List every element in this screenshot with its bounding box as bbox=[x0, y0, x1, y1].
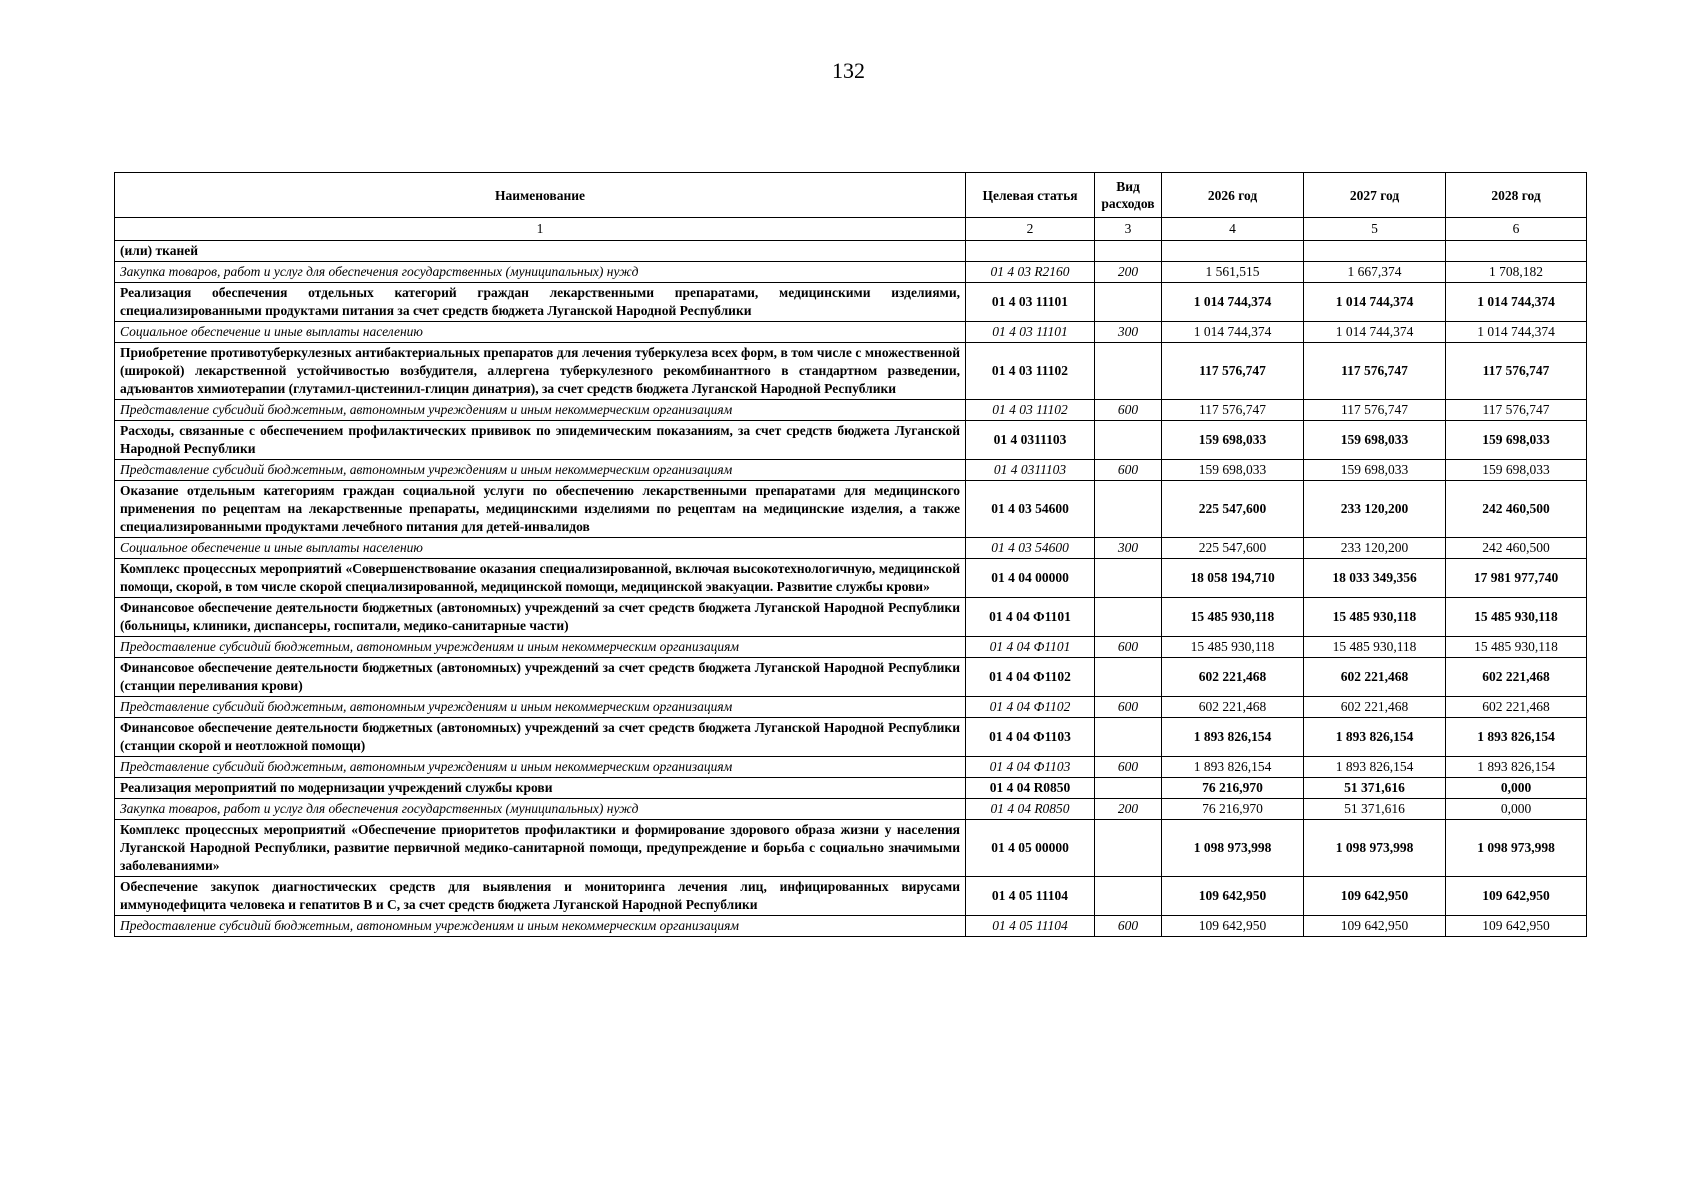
row-amount-2027-cell: 159 698,033 bbox=[1304, 421, 1446, 460]
row-name-cell: Закупка товаров, работ и услуг для обеспечения государственных (муниципальных) нужд bbox=[115, 262, 966, 283]
row-name-cell: Реализация мероприятий по модернизации учреждений службы крови bbox=[115, 778, 966, 799]
table-row bbox=[115, 658, 1587, 697]
row-amount-2027-cell: 117 576,747 bbox=[1304, 400, 1446, 421]
row-amount-2028-cell: 17 981 977,740 bbox=[1446, 559, 1587, 598]
row-amount-2028-cell: 602 221,468 bbox=[1446, 697, 1587, 718]
row-amount-2026-cell: 117 576,747 bbox=[1162, 400, 1304, 421]
row-target-article-cell: 01 4 05 11104 bbox=[966, 877, 1095, 916]
row-amount-2026-cell: 15 485 930,118 bbox=[1162, 598, 1304, 637]
table-row bbox=[115, 877, 1587, 916]
row-amount-2028-cell: 1 014 744,374 bbox=[1446, 283, 1587, 322]
row-amount-2027-cell: 1 667,374 bbox=[1304, 262, 1446, 283]
row-target-article-cell: 01 4 04 Ф1101 bbox=[966, 598, 1095, 637]
row-amount-2027-cell: 117 576,747 bbox=[1304, 343, 1446, 400]
row-amount-2028-cell: 1 893 826,154 bbox=[1446, 718, 1587, 757]
row-amount-2027-cell: 15 485 930,118 bbox=[1304, 598, 1446, 637]
table-row bbox=[115, 421, 1587, 460]
page-number: 132 bbox=[832, 58, 865, 83]
row-target-article-cell: 01 4 0311103 bbox=[966, 460, 1095, 481]
row-amount-2026-cell: 18 058 194,710 bbox=[1162, 559, 1304, 598]
row-name-cell: Комплекс процессных мероприятий «Совершенствование оказания специализированной, включая высокотехнологичную, медицинской помощи, скорой, в том числе скорой специализированной, медицинской помощи, медицинской эвакуации. Развитие службы крови» bbox=[115, 559, 966, 598]
row-amount-2026-cell: 117 576,747 bbox=[1162, 343, 1304, 400]
row-amount-2028-cell: 0,000 bbox=[1446, 778, 1587, 799]
table-row bbox=[115, 718, 1587, 757]
row-target-article-cell: 01 4 04 Ф1101 bbox=[966, 637, 1095, 658]
row-expense-type-cell: 600 bbox=[1095, 697, 1162, 718]
row-name-cell: Оказание отдельным категориям граждан социальной услуги по обеспечению лекарственными препаратами для медицинского применения по рецептам на лекарственные препараты, медицинскими изделиями по рецептам на медицинские изделия, а также специализированными продуктами лечебного питания для детей-инвалидов bbox=[115, 481, 966, 538]
row-expense-type-cell bbox=[1095, 598, 1162, 637]
row-amount-2027-cell: 18 033 349,356 bbox=[1304, 559, 1446, 598]
row-expense-type-cell: 300 bbox=[1095, 538, 1162, 559]
row-amount-2026-cell: 1 893 826,154 bbox=[1162, 757, 1304, 778]
table-row bbox=[115, 538, 1587, 559]
row-expense-type-cell bbox=[1095, 877, 1162, 916]
row-amount-2026-cell: 225 547,600 bbox=[1162, 538, 1304, 559]
row-amount-2026-cell: 1 561,515 bbox=[1162, 262, 1304, 283]
row-name-cell: Финансовое обеспечение деятельности бюджетных (автономных) учреждений за счет средств бюджета Луганской Народной Республики (станции переливания крови) bbox=[115, 658, 966, 697]
row-name-cell: Закупка товаров, работ и услуг для обеспечения государственных (муниципальных) нужд bbox=[115, 799, 966, 820]
row-target-article-cell: 01 4 04 Ф1102 bbox=[966, 658, 1095, 697]
column-number: 4 bbox=[1162, 218, 1304, 241]
row-amount-2028-cell: 1 708,182 bbox=[1446, 262, 1587, 283]
row-amount-2026-cell: 602 221,468 bbox=[1162, 658, 1304, 697]
row-name-cell: Обеспечение закупок диагностических средств для выявления и мониторинга лечения лиц, инфицированных вирусами иммунодефицита человека и гепатитов B и C, за счет средств бюджета Луганской Народной Республики bbox=[115, 877, 966, 916]
row-amount-2028-cell: 242 460,500 bbox=[1446, 481, 1587, 538]
table-row bbox=[115, 343, 1587, 400]
row-amount-2028-cell: 242 460,500 bbox=[1446, 538, 1587, 559]
row-amount-2026-cell: 15 485 930,118 bbox=[1162, 637, 1304, 658]
row-target-article-cell: 01 4 03 54600 bbox=[966, 538, 1095, 559]
row-expense-type-cell: 300 bbox=[1095, 322, 1162, 343]
row-amount-2026-cell: 109 642,950 bbox=[1162, 877, 1304, 916]
row-target-article-cell: 01 4 05 00000 bbox=[966, 820, 1095, 877]
row-amount-2028-cell: 1 014 744,374 bbox=[1446, 322, 1587, 343]
row-amount-2026-cell: 225 547,600 bbox=[1162, 481, 1304, 538]
row-amount-2026-cell bbox=[1162, 241, 1304, 262]
row-expense-type-cell: 200 bbox=[1095, 262, 1162, 283]
row-target-article-cell: 01 4 0311103 bbox=[966, 421, 1095, 460]
row-amount-2026-cell: 76 216,970 bbox=[1162, 778, 1304, 799]
row-name-cell: Приобретение противотуберкулезных антибактериальных препаратов для лечения туберкулеза всех форм, в том числе с множественной (широкой) лекарственной устойчивостью возбудителя, аллергена туберкулезного рекомбинантного в стандартном разведении, адъювантов химиотерапии (глутамил-цистеинил-глицин динатрия), за счет средств бюджета Луганской Народной Республики bbox=[115, 343, 966, 400]
table-row bbox=[115, 322, 1587, 343]
row-expense-type-cell bbox=[1095, 778, 1162, 799]
row-amount-2027-cell: 51 371,616 bbox=[1304, 799, 1446, 820]
row-amount-2028-cell: 117 576,747 bbox=[1446, 343, 1587, 400]
row-name-cell: Представление субсидий бюджетным, автономным учреждениям и иным некоммерческим организациям bbox=[115, 460, 966, 481]
row-target-article-cell: 01 4 04 00000 bbox=[966, 559, 1095, 598]
row-expense-type-cell bbox=[1095, 283, 1162, 322]
column-number: 2 bbox=[966, 218, 1095, 241]
table-row bbox=[115, 283, 1587, 322]
row-amount-2028-cell: 15 485 930,118 bbox=[1446, 637, 1587, 658]
row-amount-2027-cell: 109 642,950 bbox=[1304, 877, 1446, 916]
header-year-2026: 2026 год bbox=[1162, 173, 1304, 218]
row-expense-type-cell bbox=[1095, 481, 1162, 538]
table-row bbox=[115, 637, 1587, 658]
row-amount-2026-cell: 159 698,033 bbox=[1162, 460, 1304, 481]
header-expense-type: Вид расходов bbox=[1095, 173, 1162, 218]
row-target-article-cell: 01 4 04 R0850 bbox=[966, 799, 1095, 820]
row-amount-2026-cell: 602 221,468 bbox=[1162, 697, 1304, 718]
row-amount-2028-cell: 15 485 930,118 bbox=[1446, 598, 1587, 637]
row-amount-2027-cell: 602 221,468 bbox=[1304, 658, 1446, 697]
row-name-cell: Финансовое обеспечение деятельности бюджетных (автономных) учреждений за счет средств бюджета Луганской Народной Республики (станции скорой и неотложной помощи) bbox=[115, 718, 966, 757]
row-target-article-cell: 01 4 04 R0850 bbox=[966, 778, 1095, 799]
row-amount-2026-cell: 1 098 973,998 bbox=[1162, 820, 1304, 877]
column-number-row bbox=[115, 218, 1587, 241]
table-row bbox=[115, 916, 1587, 937]
row-target-article-cell: 01 4 03 11102 bbox=[966, 400, 1095, 421]
table-row bbox=[115, 400, 1587, 421]
row-target-article-cell: 01 4 04 Ф1102 bbox=[966, 697, 1095, 718]
row-amount-2028-cell: 1 098 973,998 bbox=[1446, 820, 1587, 877]
table-row bbox=[115, 778, 1587, 799]
row-amount-2028-cell bbox=[1446, 241, 1587, 262]
row-amount-2026-cell: 1 014 744,374 bbox=[1162, 283, 1304, 322]
table-row bbox=[115, 799, 1587, 820]
table-row bbox=[115, 697, 1587, 718]
row-target-article-cell: 01 4 03 11101 bbox=[966, 322, 1095, 343]
row-amount-2027-cell: 51 371,616 bbox=[1304, 778, 1446, 799]
row-expense-type-cell bbox=[1095, 343, 1162, 400]
row-target-article-cell: 01 4 04 Ф1103 bbox=[966, 718, 1095, 757]
row-name-cell: Финансовое обеспечение деятельности бюджетных (автономных) учреждений за счет средств бюджета Луганской Народной Республики (больницы, клиники, диспансеры, госпитали, медико-санитарные части) bbox=[115, 598, 966, 637]
row-expense-type-cell bbox=[1095, 658, 1162, 697]
row-amount-2028-cell: 117 576,747 bbox=[1446, 400, 1587, 421]
row-amount-2027-cell: 233 120,200 bbox=[1304, 538, 1446, 559]
row-name-cell: Социальное обеспечение и иные выплаты населению bbox=[115, 538, 966, 559]
row-expense-type-cell: 600 bbox=[1095, 757, 1162, 778]
row-amount-2027-cell: 1 893 826,154 bbox=[1304, 757, 1446, 778]
row-expense-type-cell: 600 bbox=[1095, 637, 1162, 658]
row-expense-type-cell bbox=[1095, 820, 1162, 877]
header-year-2028: 2028 год bbox=[1446, 173, 1587, 218]
row-target-article-cell: 01 4 05 11104 bbox=[966, 916, 1095, 937]
column-number: 3 bbox=[1095, 218, 1162, 241]
row-name-cell: Предоставление субсидий бюджетным, автономным учреждениям и иным некоммерческим организациям bbox=[115, 916, 966, 937]
table-body bbox=[115, 241, 1587, 937]
row-expense-type-cell: 200 bbox=[1095, 799, 1162, 820]
row-amount-2027-cell: 1 014 744,374 bbox=[1304, 322, 1446, 343]
row-name-cell: Расходы, связанные с обеспечением профилактических прививок по эпидемическим показаниям, за счет средств бюджета Луганской Народной Республики bbox=[115, 421, 966, 460]
row-amount-2028-cell: 159 698,033 bbox=[1446, 421, 1587, 460]
row-amount-2027-cell bbox=[1304, 241, 1446, 262]
row-amount-2027-cell: 1 014 744,374 bbox=[1304, 283, 1446, 322]
row-target-article-cell: 01 4 03 54600 bbox=[966, 481, 1095, 538]
header-name: Наименование bbox=[115, 173, 966, 218]
table-row bbox=[115, 820, 1587, 877]
row-amount-2028-cell: 0,000 bbox=[1446, 799, 1587, 820]
header-year-2027: 2027 год bbox=[1304, 173, 1446, 218]
row-amount-2028-cell: 109 642,950 bbox=[1446, 916, 1587, 937]
row-amount-2027-cell: 159 698,033 bbox=[1304, 460, 1446, 481]
table-row bbox=[115, 559, 1587, 598]
row-target-article-cell: 01 4 03 11101 bbox=[966, 283, 1095, 322]
table-row bbox=[115, 481, 1587, 538]
row-amount-2027-cell: 1 893 826,154 bbox=[1304, 718, 1446, 757]
row-amount-2027-cell: 15 485 930,118 bbox=[1304, 637, 1446, 658]
row-amount-2026-cell: 1 893 826,154 bbox=[1162, 718, 1304, 757]
row-amount-2027-cell: 109 642,950 bbox=[1304, 916, 1446, 937]
table-row bbox=[115, 241, 1587, 262]
row-target-article-cell bbox=[966, 241, 1095, 262]
row-amount-2028-cell: 159 698,033 bbox=[1446, 460, 1587, 481]
row-amount-2026-cell: 159 698,033 bbox=[1162, 421, 1304, 460]
row-name-cell: Комплекс процессных мероприятий «Обеспечение приоритетов профилактики и формирование здорового образа жизни у населения Луганской Народной Республики, развитие первичной медико-санитарной помощи, предупреждение и борьба с социально значимыми заболеваниями» bbox=[115, 820, 966, 877]
row-amount-2026-cell: 76 216,970 bbox=[1162, 799, 1304, 820]
row-name-cell: Представление субсидий бюджетным, автономным учреждениям и иным некоммерческим организациям bbox=[115, 400, 966, 421]
header-target-article: Целевая статья bbox=[966, 173, 1095, 218]
table-row bbox=[115, 460, 1587, 481]
row-amount-2027-cell: 233 120,200 bbox=[1304, 481, 1446, 538]
table-row bbox=[115, 598, 1587, 637]
table-row bbox=[115, 262, 1587, 283]
row-name-cell: Социальное обеспечение и иные выплаты населению bbox=[115, 322, 966, 343]
row-target-article-cell: 01 4 04 Ф1103 bbox=[966, 757, 1095, 778]
row-amount-2028-cell: 109 642,950 bbox=[1446, 877, 1587, 916]
row-name-cell: Предоставление субсидий бюджетным, автономным учреждениям и иным некоммерческим организациям bbox=[115, 637, 966, 658]
row-amount-2028-cell: 1 893 826,154 bbox=[1446, 757, 1587, 778]
column-number: 5 bbox=[1304, 218, 1446, 241]
column-number: 6 bbox=[1446, 218, 1587, 241]
row-amount-2028-cell: 602 221,468 bbox=[1446, 658, 1587, 697]
row-expense-type-cell bbox=[1095, 718, 1162, 757]
column-number: 1 bbox=[115, 218, 966, 241]
row-amount-2027-cell: 602 221,468 bbox=[1304, 697, 1446, 718]
row-expense-type-cell: 600 bbox=[1095, 400, 1162, 421]
row-expense-type-cell bbox=[1095, 241, 1162, 262]
table-row bbox=[115, 757, 1587, 778]
row-target-article-cell: 01 4 03 R2160 bbox=[966, 262, 1095, 283]
budget-table bbox=[114, 172, 1587, 937]
row-amount-2026-cell: 1 014 744,374 bbox=[1162, 322, 1304, 343]
row-expense-type-cell: 600 bbox=[1095, 916, 1162, 937]
row-name-cell: (или) тканей bbox=[115, 241, 966, 262]
row-target-article-cell: 01 4 03 11102 bbox=[966, 343, 1095, 400]
row-expense-type-cell bbox=[1095, 559, 1162, 598]
row-amount-2026-cell: 109 642,950 bbox=[1162, 916, 1304, 937]
row-name-cell: Представление субсидий бюджетным, автономным учреждениям и иным некоммерческим организациям bbox=[115, 757, 966, 778]
row-amount-2027-cell: 1 098 973,998 bbox=[1304, 820, 1446, 877]
row-name-cell: Реализация обеспечения отдельных категорий граждан лекарственными препаратами, медицинскими изделиями, специализированными продуктами питания за счет средств бюджета Луганской Народной Республики bbox=[115, 283, 966, 322]
row-name-cell: Представление субсидий бюджетным, автономным учреждениям и иным некоммерческим организациям bbox=[115, 697, 966, 718]
table-header-row bbox=[115, 173, 1587, 218]
row-expense-type-cell bbox=[1095, 421, 1162, 460]
row-expense-type-cell: 600 bbox=[1095, 460, 1162, 481]
